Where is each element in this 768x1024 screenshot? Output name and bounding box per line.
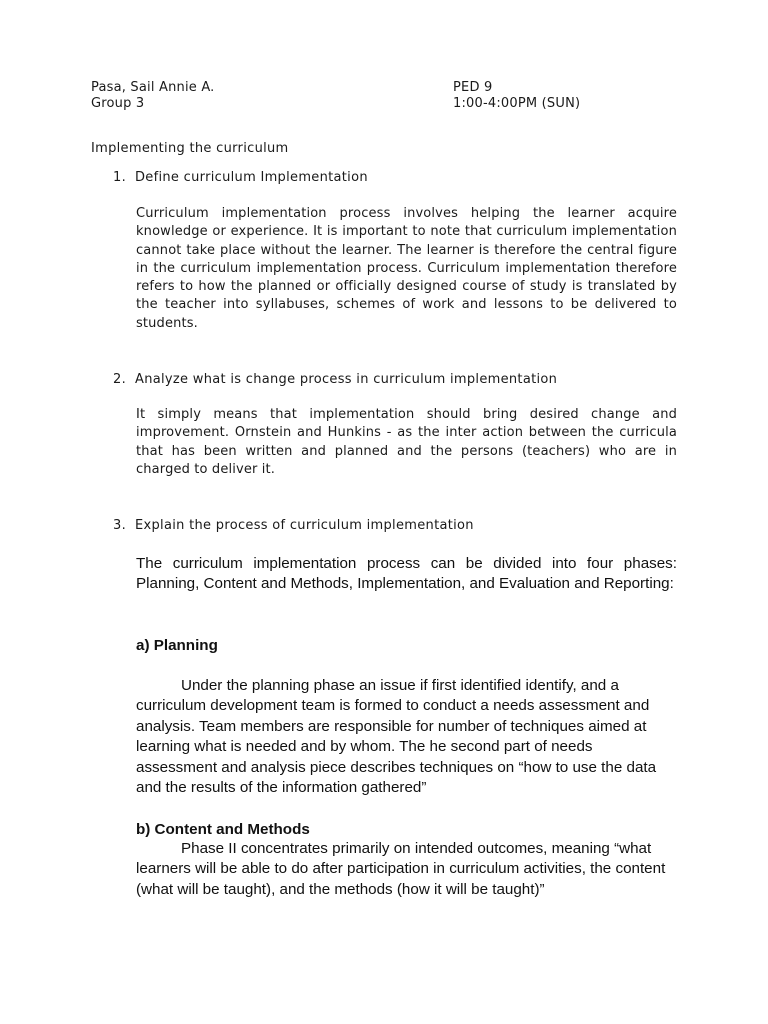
- question-number: 3.: [113, 518, 127, 533]
- question-text: Analyze what is change process in curriculum implementation: [135, 372, 558, 387]
- question-1: [113, 170, 368, 185]
- content-methods-text: Phase II concentrates primarily on intended outcomes, meaning “what learners will be able to do after participation in curriculum activities, the content (what will be taught), and the methods (how it will be taught)”: [136, 840, 666, 898]
- answer-1: Curriculum implementation process involves helping the learner acquire knowledge or experience. It is important to note that curriculum implementation cannot take place without the learner. The learner is therefore the central figure in the curriculum implementation process. Curriculum implementation therefore refers to how the planned or officially designed course of study is translated by the teacher into syllabuses, schemes of work and lessons to be delivered to students.: [136, 206, 677, 331]
- content-methods-heading: b) Content and Methods: [136, 821, 310, 838]
- question-number: 2.: [113, 372, 127, 387]
- process-intro: The curriculum implementation process can be divided into four phases: Planning, Content and Methods, Implementation, and Evaluation and Reporting:: [136, 555, 677, 593]
- question-number: 1.: [113, 170, 127, 185]
- planning-text: Under the planning phase an issue if first identified identify, and a curriculum development team is formed to conduct a needs assessment and analysis. Team members are responsible for number of techniques aimed at learning what is needed and by whom. The he second part of needs assessment and analysis piece describes techniques on “how to use the data and the results of the information gathered”: [136, 677, 657, 797]
- course-code: PED 9: [453, 80, 493, 95]
- document-title: Implementing the curriculum: [91, 141, 289, 156]
- content-methods-paragraph: [136, 839, 677, 900]
- question-3: [113, 518, 474, 533]
- student-group: Group 3: [91, 96, 145, 111]
- student-info: [91, 80, 215, 112]
- question-text: Define curriculum Implementation: [135, 170, 368, 185]
- course-info: [453, 80, 580, 112]
- answer-2: It simply means that implementation should bring desired change and improvement. Ornstein and Hunkins - as the inter action between the curricula that has been written and planned and the persons (teachers) who are in charged to deliver it.: [136, 407, 677, 477]
- planning-heading: a) Planning: [136, 637, 218, 654]
- question-text: Explain the process of curriculum implementation: [135, 518, 474, 533]
- question-2: [113, 372, 557, 387]
- student-name: Pasa, Sail Annie A.: [91, 80, 215, 95]
- planning-paragraph: [136, 676, 677, 798]
- class-schedule: 1:00-4:00PM (SUN): [453, 96, 581, 111]
